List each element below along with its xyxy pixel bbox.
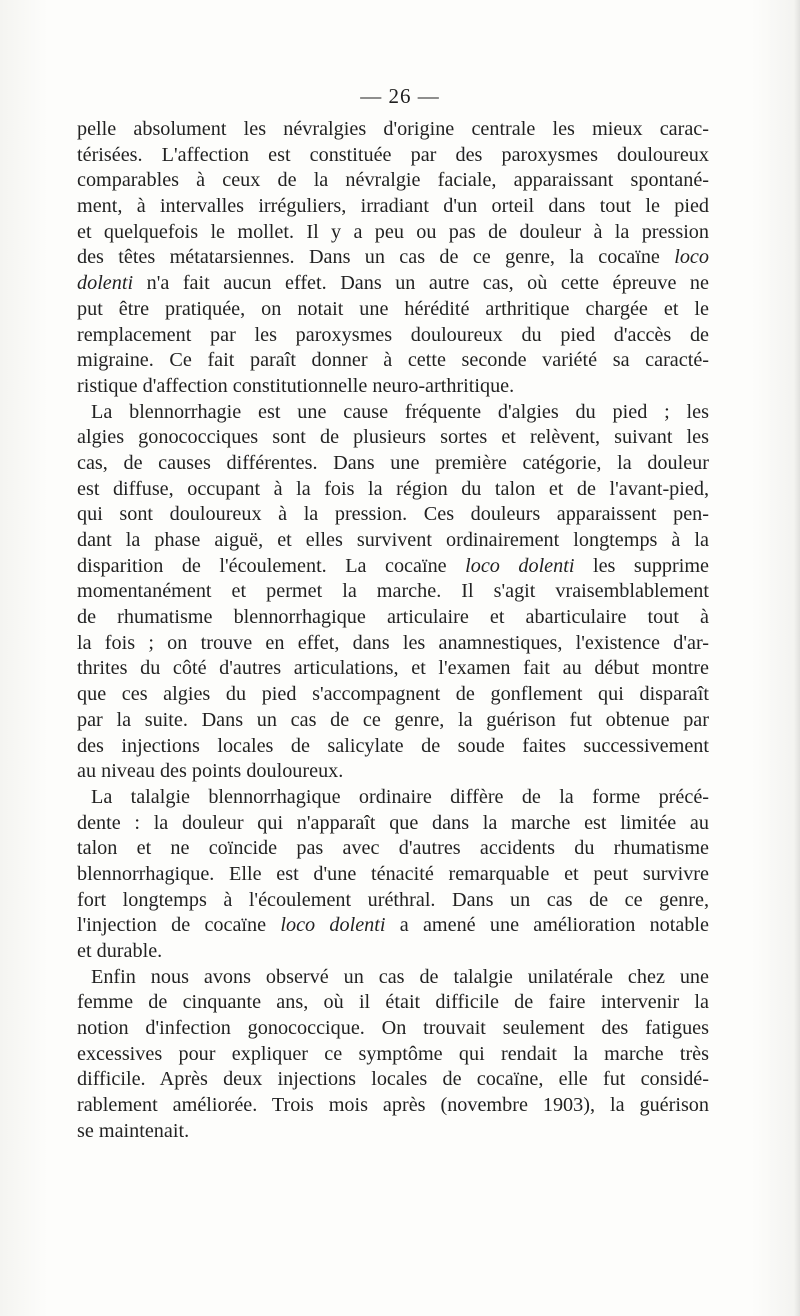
text-line: [77, 374, 709, 400]
text-run: disparition de l'écoulement. La cocaïne: [77, 554, 466, 577]
text-line: [77, 143, 709, 169]
text-line: [77, 220, 709, 246]
text-line: [77, 656, 709, 682]
text-run: Enfin nous avons observé un cas de talalgie unilatérale chez une: [91, 965, 709, 988]
text-run: par la suite. Dans un cas de ce genre, la guérison fut obtenue par: [77, 708, 709, 731]
text-line: [77, 913, 709, 939]
text-run: difficile. Après deux injections locales de cocaïne, elle fut considé-: [77, 1068, 709, 1091]
text-line: [77, 888, 709, 914]
text-line: [77, 323, 709, 349]
text-run: dant la phase aiguë, et elles survivent ordinairement longtemps à la: [77, 529, 709, 551]
text-run: notion d'infection gonococcique. On trouvait seulement des fatigues: [77, 1017, 709, 1040]
text-run: des injections locales de salicylate de soude faites successivement: [77, 734, 709, 757]
paragraph: [77, 117, 709, 400]
text-run: dente : la douleur qui n'apparaît que dans la marche est limitée au: [77, 811, 709, 834]
text-run: térisées. L'affection est constituée par des paroxysmes douloureux: [77, 143, 709, 166]
paragraph: [77, 785, 709, 965]
text-run: thrites du côté d'autres articulations, et l'examen fait au début montre: [77, 657, 709, 680]
text-run: blennorrhagique. Elle est d'une ténacité remarquable et peut survivre: [77, 862, 709, 885]
italic-term: dolenti: [77, 272, 134, 295]
text-line: [77, 528, 709, 554]
italic-term: loco dolenti: [280, 914, 386, 937]
text-line: [77, 1042, 709, 1068]
text-line: [77, 554, 709, 580]
text-run: algies gonococciques sont de plusieurs sortes et relèvent, suivant les: [77, 426, 709, 449]
text-line: [77, 271, 709, 297]
text-line: [77, 425, 709, 451]
text-line: [77, 579, 709, 605]
italic-term: loco: [674, 246, 709, 269]
text-run: remplacement par les paroxysmes douloureux du pied d'accès de: [77, 323, 709, 346]
text-run: l'injection de cocaïne: [77, 914, 281, 937]
text-run: excessives pour expliquer ce symptôme qui rendait la marche très: [77, 1042, 709, 1065]
text-run: se maintenait.: [77, 1119, 190, 1142]
page-edge-shadow: [794, 0, 800, 1316]
text-line: [77, 1119, 709, 1145]
paragraph: [77, 400, 709, 785]
text-line: [77, 502, 709, 528]
text-line: [77, 990, 709, 1016]
text-run: migraine. Ce fait paraît donner à cette seconde variété sa caracté-: [77, 349, 709, 372]
text-line: [77, 785, 709, 811]
text-line: [77, 682, 709, 708]
text-run: qui sont douloureux à la pression. Ces douleurs apparaissent pen-: [77, 503, 709, 526]
text-line: [77, 297, 709, 323]
text-line: [77, 117, 709, 143]
text-run: fort longtemps à l'écoulement uréthral. Dans un cas de ce genre,: [77, 888, 709, 911]
text-run: et durable.: [77, 940, 163, 962]
page-number: — 26 —: [360, 84, 440, 108]
text-run: a amené une amélioration notable: [385, 914, 710, 937]
text-run: les supprime: [574, 554, 710, 577]
text-line: [77, 862, 709, 888]
text-run: La talalgie blennorrhagique ordinaire diffère de la forme précé-: [91, 785, 709, 808]
text-line: [77, 734, 709, 760]
text-line: [77, 965, 709, 991]
text-run: rablement améliorée. Trois mois après (novembre 1903), la guérison: [77, 1094, 709, 1117]
text-line: [77, 1067, 709, 1093]
text-run: et quelquefois le mollet. Il y a peu ou pas de douleur à la pression: [77, 220, 709, 243]
text-line: [77, 708, 709, 734]
text-run: La blennorrhagie est une cause fréquente d'algies du pied ; les: [91, 400, 709, 423]
text-run: de rhumatisme blennorrhagique articulaire et abarticulaire tout à: [77, 606, 709, 629]
text-run: momentanément et permet la marche. Il s'agit vraisemblablement: [77, 580, 709, 603]
text-run: put être pratiquée, on notait une hérédité arthritique chargée et le: [77, 297, 709, 320]
text-line: [77, 400, 709, 426]
text-line: [77, 477, 709, 503]
text-run: comparables à ceux de la névralgie faciale, apparaissant spontané-: [77, 169, 709, 192]
text-run: que ces algies du pied s'accompagnent de gonflement qui disparaît: [77, 683, 709, 706]
text-run: femme de cinquante ans, où il était difficile de faire intervenir la: [77, 991, 709, 1014]
text-line: [77, 836, 709, 862]
text-line: [77, 631, 709, 657]
text-line: [77, 759, 709, 785]
text-line: [77, 1093, 709, 1119]
text-run: la fois ; on trouve en effet, dans les anamnestiques, l'existence d'ar-: [77, 631, 709, 654]
text-line: [77, 194, 709, 220]
text-run: pelle absolument les névralgies d'origine centrale les mieux carac-: [77, 118, 709, 140]
text-run: ristique d'affection constitutionnelle neuro-arthritique.: [77, 374, 515, 397]
text-run: talon et ne coïncide pas avec d'autres accidents du rhumatisme: [77, 837, 709, 860]
italic-term: loco dolenti: [465, 554, 575, 577]
text-run: ment, à intervalles irréguliers, irradiant d'un orteil dans tout le pied: [77, 195, 709, 218]
paragraph: [77, 965, 709, 1145]
text-line: [77, 168, 709, 194]
body-text: [77, 117, 709, 1145]
text-line: [77, 811, 709, 837]
text-line: [77, 1016, 709, 1042]
text-line: [77, 939, 709, 965]
text-line: [77, 348, 709, 374]
text-line: [77, 605, 709, 631]
text-run: n'a fait aucun effet. Dans un autre cas, où cette épreuve ne: [133, 272, 709, 295]
text-run: est diffuse, occupant à la fois la région du talon et de l'avant-pied,: [77, 477, 709, 500]
text-line: [77, 451, 709, 477]
text-run: au niveau des points douloureux.: [77, 760, 344, 783]
text-line: [77, 245, 709, 271]
text-run: cas, de causes différentes. Dans une première catégorie, la douleur: [77, 451, 709, 474]
text-run: des têtes métatarsiennes. Dans un cas de ce genre, la cocaïne: [77, 246, 675, 269]
